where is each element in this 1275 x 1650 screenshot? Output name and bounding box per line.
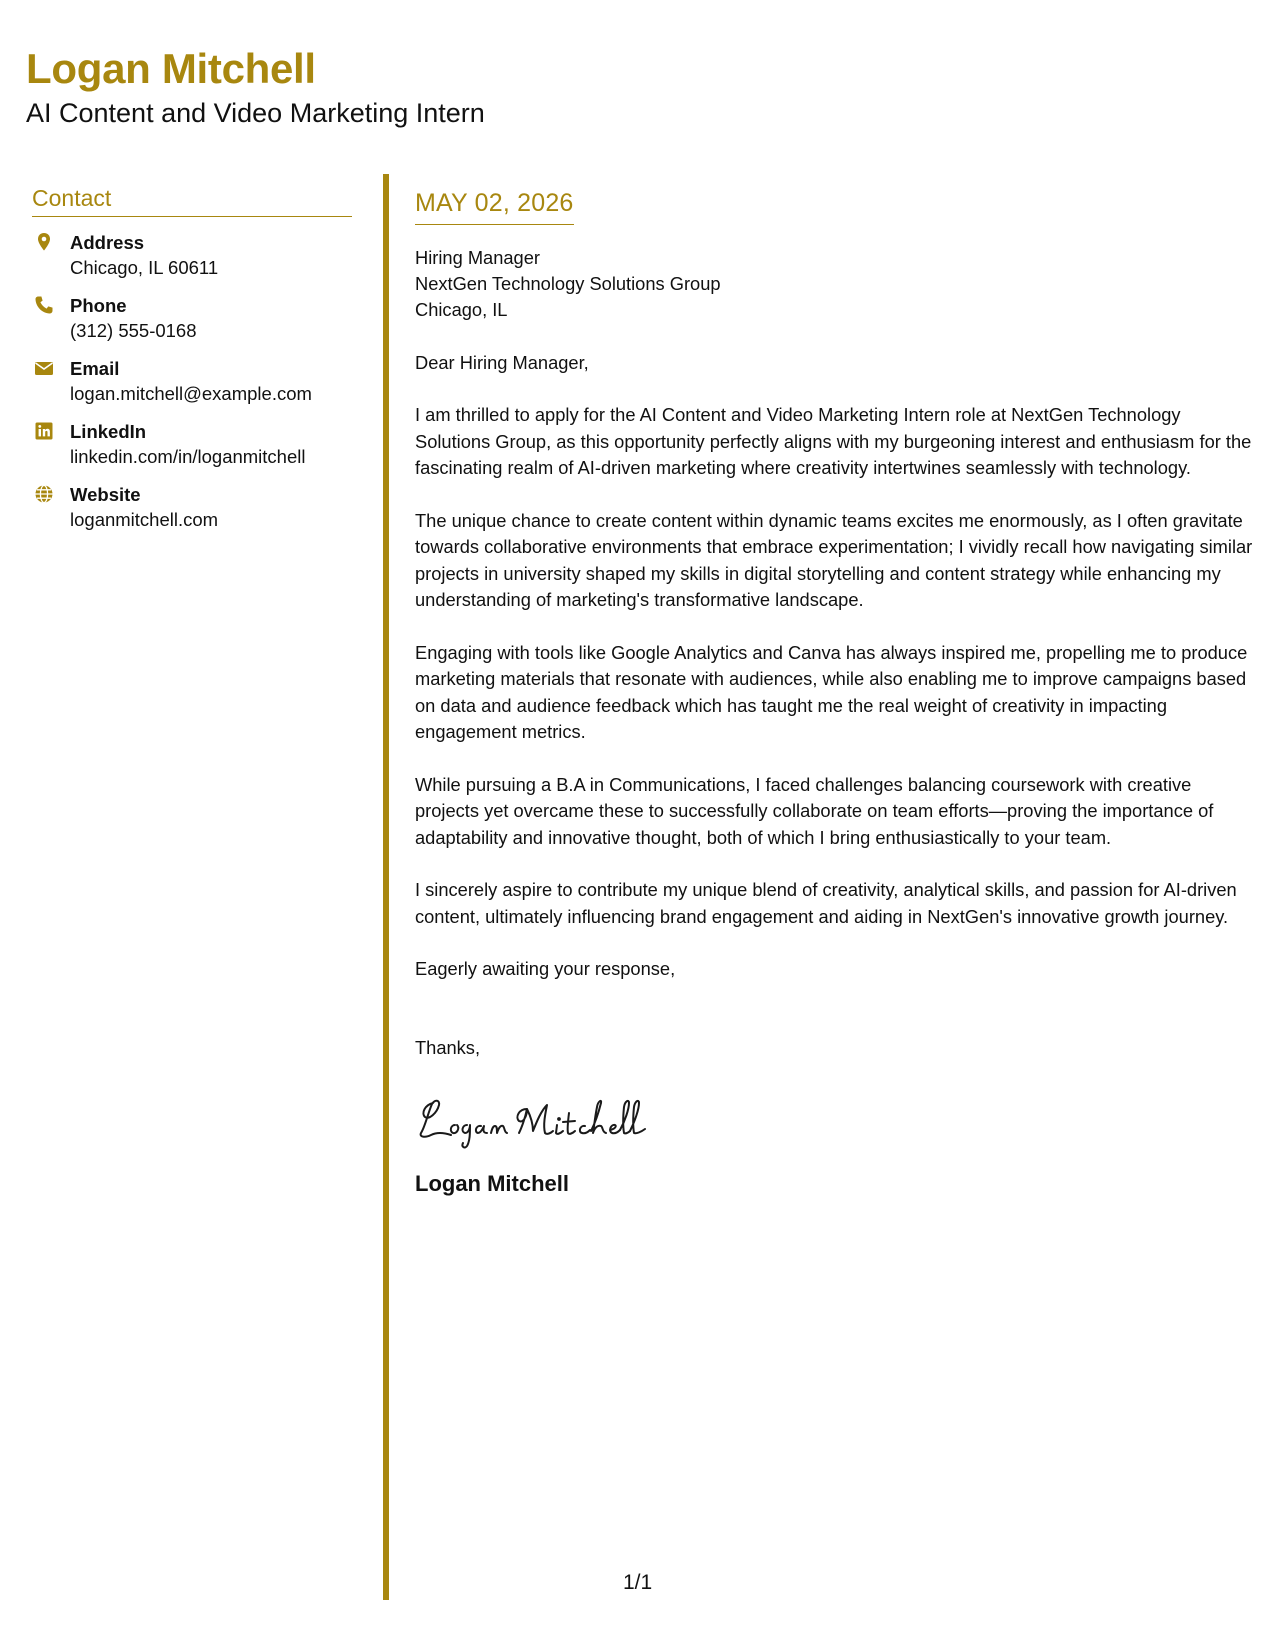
contact-value: loganmitchell.com [70, 509, 219, 531]
globe-icon [34, 484, 54, 504]
contact-phone [32, 294, 352, 357]
recipient-line: Chicago, IL [415, 298, 508, 320]
signoff: Thanks, [415, 1036, 481, 1058]
contact-label: Phone [70, 295, 127, 317]
contact-value: (312) 555-0168 [70, 320, 197, 342]
letter-paragraph: Engaging with tools like Google Analytics and Canva has always inspired me, propelling me to produce marketing materials that resonate with audiences, while also enabling me to improve campaigns based on data and audience feedback which has taught me the real weight of creativity in impacting engagement metrics. [415, 641, 1248, 742]
salutation: Dear Hiring Manager, [415, 351, 589, 373]
contact-email [32, 357, 352, 420]
vertical-divider [383, 174, 389, 1600]
applicant-name: Logan Mitchell [26, 45, 316, 92]
letter-date: MAY 02, 2026 [415, 190, 574, 225]
contact-linkedin [32, 420, 352, 483]
contact-sidebar [32, 186, 352, 546]
handwritten-signature [415, 1091, 655, 1151]
signed-name: Logan Mitchell [415, 1171, 569, 1196]
letter-paragraph: I am thrilled to apply for the AI Content and Video Marketing Intern role at NextGen Technology Solutions Group, as this opportunity perfectly aligns with my burgeoning interest and enthusiasm for the fascinating realm of AI-driven marketing where creativity intertwines seamlessly with technology. [415, 404, 1252, 478]
job-title: AI Content and Video Marketing Intern [26, 98, 485, 128]
contact-value: logan.mitchell@example.com [70, 383, 312, 405]
contact-list [32, 231, 352, 546]
letter-paragraph: While pursuing a B.A in Communications, I faced challenges balancing coursework with creative projects yet overcame these to successfully collaborate on team efforts—proving the importance of adaptability and innovative thought, both of which I bring enthusiastically to your team. [415, 773, 1214, 848]
contact-address [32, 231, 352, 294]
page-number: 1/1 [623, 1571, 653, 1594]
contact-value: Chicago, IL 60611 [70, 257, 219, 279]
contact-label: Website [70, 484, 141, 506]
closing-line: Eagerly awaiting your response, [415, 958, 676, 979]
envelope-icon [34, 358, 54, 378]
recipient-line: Hiring Manager [415, 246, 540, 268]
contact-label: LinkedIn [70, 421, 147, 443]
letter-body [415, 190, 1255, 1198]
recipient-block [415, 245, 1255, 323]
map-pin-icon [34, 232, 54, 252]
contact-value: linkedin.com/in/loganmitchell [70, 446, 306, 468]
recipient-line: NextGen Technology Solutions Group [415, 272, 721, 294]
linkedin-icon [34, 421, 54, 441]
letter-paragraph: The unique chance to create content within dynamic teams excites me enormously, as I often gravitate towards collaborative environments that embrace experimentation; I vividly recall how navigating similar projects in university shaped my skills in digital storytelling and content strategy while enhancing my understanding of marketing's transformative landscape. [415, 509, 1253, 610]
contact-heading: Contact [32, 186, 352, 217]
contact-label: Email [70, 358, 120, 380]
letter-paragraph: I sincerely aspire to contribute my unique blend of creativity, analytical skills, and passion for AI-driven content, ultimately influencing brand engagement and aiding in NextGen's innovative growth journey. [415, 879, 1237, 927]
contact-label: Address [70, 232, 145, 254]
phone-icon [34, 295, 54, 315]
contact-website [32, 483, 352, 546]
